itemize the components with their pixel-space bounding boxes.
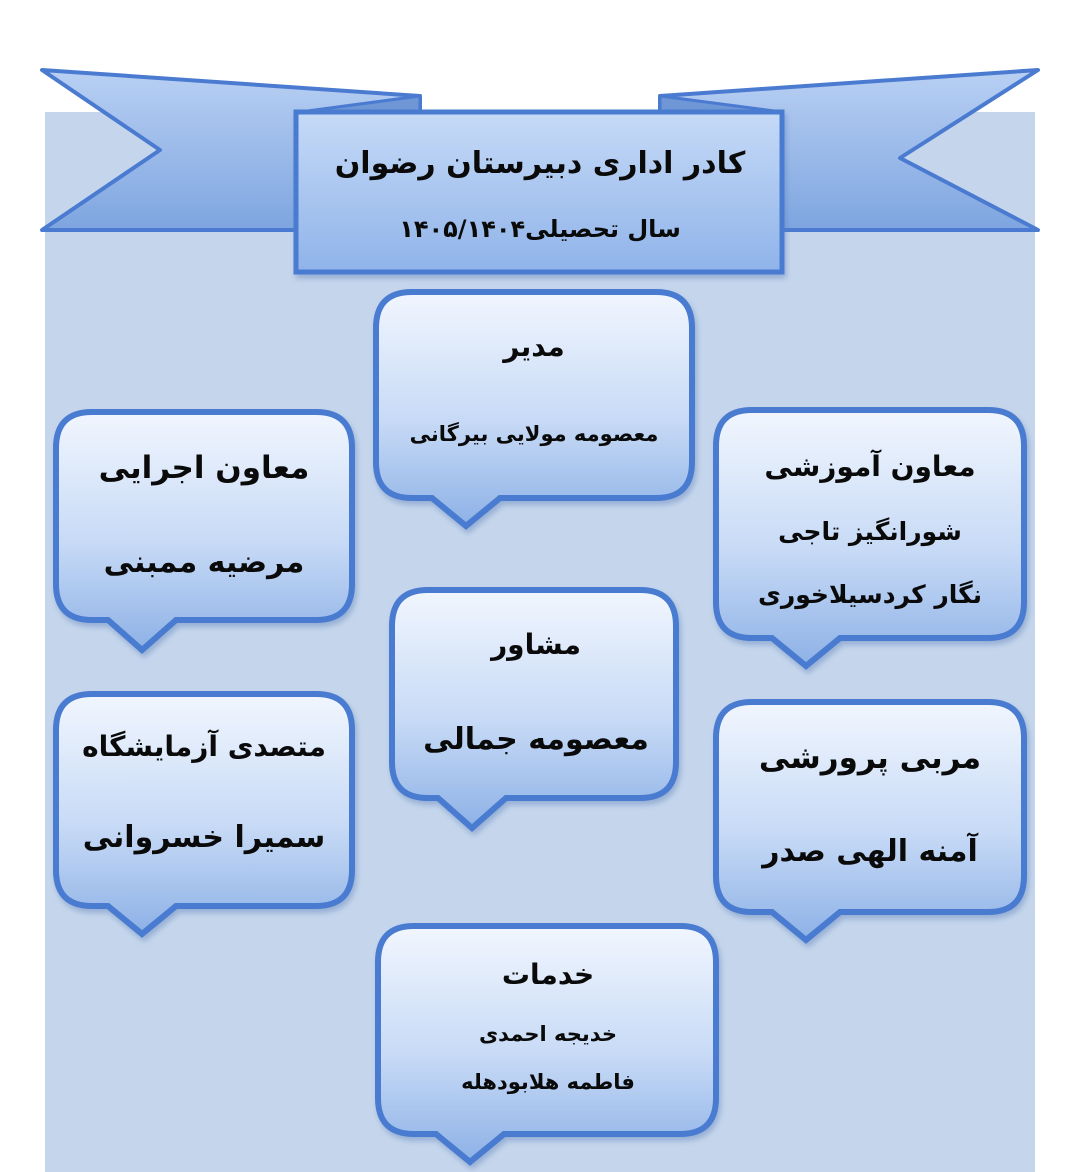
services-role: خدمات (501, 958, 595, 991)
principal-role: مدیر (503, 330, 565, 363)
edu-deputy-name-2: نگار کردسیلاخوری (757, 580, 983, 609)
ribbon-center (296, 112, 782, 272)
services-name-2: فاطمه هلابودهله (461, 1070, 635, 1094)
banner-subtitle: سال تحصیلی۱۴۰۵/۱۴۰۴ (399, 215, 681, 243)
box-principal-shape (376, 292, 692, 526)
trainer-role: مربی پرورشی (758, 740, 982, 776)
lab-role: متصدی آزمایشگاه (82, 730, 326, 763)
services-name-1: خدیجه احمدی (478, 1022, 618, 1046)
box-trainer-shape (716, 702, 1024, 940)
counselor-role: مشاور (491, 628, 581, 661)
edu-deputy-name-1: شورانگیز تاجی (778, 517, 962, 546)
banner-title: کادر اداری دبیرستان رضوان (334, 146, 746, 181)
exec-deputy-role: معاون اجرایی (98, 450, 310, 486)
exec-deputy-name: مرضیه ممبنی (103, 545, 305, 580)
counselor-name: معصومه جمالی (423, 722, 649, 757)
box-counselor-shape (392, 590, 676, 828)
box-exec-deputy-shape (56, 412, 352, 650)
trainer-name: آمنه الهی صدر (762, 834, 978, 869)
lab-name: سمیرا خسروانی (82, 820, 326, 855)
edu-deputy-role: معاون آموزشی (764, 450, 976, 483)
principal-name: معصومه مولایی بیرگانی (409, 422, 659, 446)
